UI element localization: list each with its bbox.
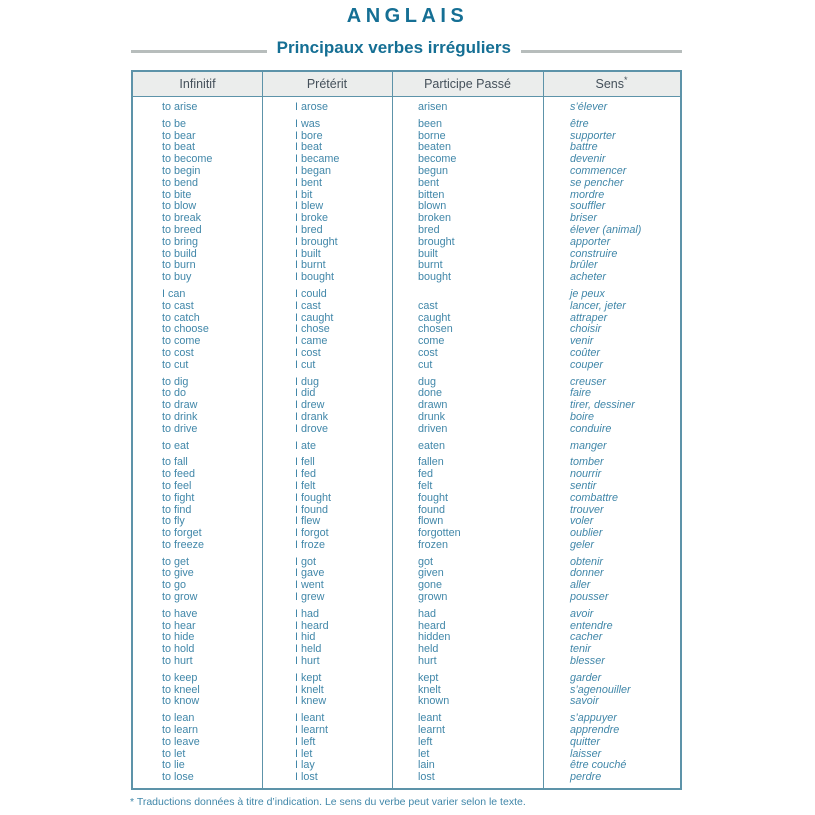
cell-infinitif: to fall [162, 457, 188, 469]
cell-sens: être couché [570, 760, 627, 772]
verb-row [133, 644, 680, 656]
verb-row [133, 237, 680, 249]
cell-participe-passe: arisen [418, 102, 448, 113]
verb-row [133, 119, 680, 131]
cell-infinitif: to break [162, 213, 202, 225]
cell-participe-passe: bent [418, 177, 440, 189]
cell-participe-passe: done [418, 388, 443, 400]
verb-row [133, 516, 680, 528]
cell-sens: battre [570, 142, 598, 154]
cell-infinitif: to lean [162, 713, 195, 725]
column-divider-2 [392, 72, 393, 788]
cell-participe-passe: been [418, 118, 443, 130]
cell-sens: faire [570, 388, 592, 400]
cell-sens: couper [570, 359, 604, 371]
cell-infinitif: to learn [162, 725, 199, 737]
cell-sens: commencer [570, 165, 627, 177]
cell-infinitif: to bear [162, 130, 196, 142]
verb-row [133, 260, 680, 272]
verb-row [133, 102, 680, 114]
cell-sens: geler [570, 539, 595, 551]
cell-participe-passe: fed [418, 469, 434, 481]
verb-row [133, 632, 680, 644]
verb-row [133, 621, 680, 633]
verb-row [133, 313, 680, 325]
cell-preterit: I cast [295, 300, 321, 312]
cell-preterit: I kept [295, 672, 322, 684]
cell-participe-passe: cast [418, 300, 438, 312]
cell-participe-passe: broken [418, 213, 452, 225]
cell-preterit: I lay [295, 760, 315, 772]
verb-row [133, 481, 680, 493]
cell-participe-passe: lain [418, 760, 435, 772]
cell-sens: savoir [570, 696, 599, 708]
cell-participe-passe: lost [418, 772, 435, 784]
cell-preterit: I bought [295, 272, 335, 284]
cell-participe-passe: burnt [418, 260, 443, 272]
cell-participe-passe: brought [418, 236, 455, 248]
cell-preterit: I bent [295, 177, 323, 189]
table-body [133, 97, 680, 788]
cell-sens: être [570, 118, 589, 130]
cell-sens: lancer, jeter [570, 300, 626, 312]
cell-sens: laisser [570, 748, 602, 760]
cell-sens: entendre [570, 620, 613, 632]
cell-sens: avoir [570, 608, 594, 620]
cell-sens: conduire [570, 423, 612, 435]
cell-preterit: I broke [295, 213, 329, 225]
cell-sens: oublier [570, 528, 603, 540]
cell-preterit: I drank [295, 411, 329, 423]
cell-sens: se pencher [570, 177, 624, 189]
cell-infinitif: to hide [162, 632, 195, 644]
cell-infinitif: to build [162, 248, 197, 260]
cell-preterit: I learnt [295, 725, 329, 737]
cell-participe-passe: begun [418, 165, 449, 177]
cell-sens: garder [570, 672, 602, 684]
cell-sens: supporter [570, 130, 616, 142]
cell-infinitif: to drink [162, 411, 198, 423]
cell-preterit: I bred [295, 224, 323, 236]
cell-preterit: I got [295, 556, 317, 568]
cell-participe-passe: hurt [418, 656, 437, 668]
cell-participe-passe: become [418, 154, 457, 166]
cell-infinitif: to breed [162, 224, 202, 236]
cell-sens: sentir [570, 480, 597, 492]
verb-row [133, 568, 680, 580]
verb-row [133, 213, 680, 225]
cell-sens: construire [570, 248, 618, 260]
verb-row [133, 725, 680, 737]
cell-sens: perdre [570, 772, 602, 784]
cell-participe-passe: bitten [418, 189, 445, 201]
cell-sens: apprendre [570, 725, 620, 737]
subtitle-right-rule [521, 50, 682, 53]
cell-sens: donner [570, 568, 604, 580]
verb-group [133, 289, 680, 372]
cell-infinitif: to cut [162, 359, 189, 371]
cell-infinitif: to be [162, 118, 187, 130]
cell-participe-passe: held [418, 644, 439, 656]
verb-row [133, 289, 680, 301]
cell-preterit: I built [295, 248, 321, 260]
cell-infinitif: to freeze [162, 539, 205, 551]
cell-participe-passe: frozen [418, 539, 449, 551]
cell-infinitif: to fly [162, 516, 185, 528]
cell-infinitif: to eat [162, 440, 190, 452]
cell-sens: brûler [570, 260, 598, 272]
verb-row [133, 685, 680, 697]
cell-sens: acheter [570, 272, 607, 284]
cell-participe-passe: heard [418, 620, 446, 632]
cell-preterit: I froze [295, 539, 326, 551]
cell-infinitif: to give [162, 568, 194, 580]
verb-row [133, 749, 680, 761]
verb-row [133, 336, 680, 348]
verb-row [133, 737, 680, 749]
cell-sens: venir [570, 336, 594, 348]
cell-preterit: I knew [295, 696, 327, 708]
cell-participe-passe: got [418, 556, 434, 568]
verb-group [133, 673, 680, 708]
verb-row [133, 592, 680, 604]
cell-infinitif: to find [162, 504, 192, 516]
cell-preterit: I ate [295, 440, 317, 452]
cell-infinitif: to hurt [162, 656, 193, 668]
cell-preterit: I bore [295, 130, 323, 142]
cell-sens: boire [570, 411, 595, 423]
cell-infinitif: to leave [162, 736, 200, 748]
cell-infinitif: to lie [162, 760, 185, 772]
cell-participe-passe: felt [418, 480, 433, 492]
verb-row [133, 673, 680, 685]
cell-preterit: I hurt [295, 656, 320, 668]
cell-participe-passe: bred [418, 224, 440, 236]
cell-infinitif: to kneel [162, 684, 200, 696]
cell-participe-passe: driven [418, 423, 448, 435]
verb-row [133, 388, 680, 400]
cell-participe-passe: hidden [418, 632, 451, 644]
cell-sens: s’agenouiller [570, 684, 631, 696]
cell-preterit: I chose [295, 324, 330, 336]
cell-preterit: I leant [295, 713, 325, 725]
cell-participe-passe: built [418, 248, 438, 260]
cell-preterit: I found [295, 504, 329, 516]
cell-preterit: I drew [295, 400, 325, 412]
cell-sens: coûter [570, 347, 601, 359]
cell-participe-passe: kept [418, 672, 439, 684]
verb-row [133, 528, 680, 540]
cell-preterit: I lost [295, 772, 318, 784]
table-header-row [133, 72, 680, 97]
cell-preterit: I knelt [295, 684, 324, 696]
verb-group [133, 557, 680, 604]
cell-participe-passe: leant [418, 713, 442, 725]
verb-row [133, 772, 680, 784]
cell-infinitif: to blow [162, 201, 197, 213]
cell-participe-passe: grown [418, 592, 448, 604]
cell-preterit: I began [295, 165, 332, 177]
cell-infinitif: to buy [162, 272, 192, 284]
cell-participe-passe: blown [418, 201, 447, 213]
cell-preterit: I left [295, 736, 316, 748]
verb-row [133, 713, 680, 725]
cell-infinitif: to get [162, 556, 190, 568]
cell-sens: souffler [570, 201, 606, 213]
verb-row [133, 493, 680, 505]
cell-infinitif: to have [162, 608, 198, 620]
cell-infinitif: to lose [162, 772, 194, 784]
cell-preterit: I had [295, 608, 320, 620]
cell-participe-passe [392, 289, 543, 301]
cell-participe-passe: drunk [418, 411, 446, 423]
cell-participe-passe: chosen [418, 324, 453, 336]
cell-sens: attraper [570, 312, 608, 324]
verb-row [133, 131, 680, 143]
verb-group [133, 441, 680, 453]
cell-sens: manger [570, 440, 607, 452]
cell-sens: cacher [570, 632, 603, 644]
cell-sens: pousser [570, 592, 609, 604]
subtitle-left-rule [131, 50, 267, 53]
cell-preterit: I burnt [295, 260, 326, 272]
cell-infinitif: to grow [162, 592, 198, 604]
cell-preterit: I bit [295, 189, 313, 201]
cell-infinitif: to beat [162, 142, 196, 154]
verb-row [133, 696, 680, 708]
cell-preterit: I became [295, 154, 340, 166]
cell-participe-passe: come [418, 336, 445, 348]
cell-preterit: I cut [295, 359, 316, 371]
cell-preterit: I held [295, 644, 322, 656]
cell-infinitif: I can [162, 288, 186, 300]
verb-row [133, 557, 680, 569]
verb-row [133, 166, 680, 178]
cell-preterit: I fell [295, 457, 315, 469]
cell-infinitif: to know [162, 696, 200, 708]
cell-infinitif: to keep [162, 672, 198, 684]
cell-infinitif: to forget [162, 528, 202, 540]
cell-infinitif: to come [162, 336, 201, 348]
cell-participe-passe: cut [418, 359, 433, 371]
cell-infinitif: to choose [162, 324, 209, 336]
cell-sens: nourrir [570, 469, 602, 481]
cell-participe-passe: forgotten [418, 528, 461, 540]
cell-sens: voler [570, 516, 594, 528]
cell-participe-passe: learnt [418, 725, 446, 737]
verb-row [133, 412, 680, 424]
cell-infinitif: to let [162, 748, 186, 760]
cell-infinitif: to arise [162, 102, 198, 113]
verb-row [133, 609, 680, 621]
page-subtitle: Principaux verbes irréguliers [276, 38, 511, 57]
cell-participe-passe: caught [418, 312, 451, 324]
cell-participe-passe: cost [418, 347, 438, 359]
header-participe-passe: Participe Passé [424, 77, 511, 91]
cell-preterit: I caught [295, 312, 334, 324]
cell-sens: creuser [570, 376, 607, 388]
verb-row [133, 469, 680, 481]
verb-group [133, 713, 680, 784]
cell-infinitif: to dig [162, 376, 189, 388]
cell-preterit: I drove [295, 423, 329, 435]
cell-infinitif: to hear [162, 620, 196, 632]
cell-infinitif: to fight [162, 492, 195, 504]
cell-sens: devenir [570, 154, 606, 166]
cell-infinitif: to draw [162, 400, 198, 412]
cell-preterit: I dug [295, 376, 320, 388]
cell-sens: je peux [570, 288, 605, 300]
cell-sens: blesser [570, 656, 605, 668]
cell-preterit: I heard [295, 620, 329, 632]
verb-row [133, 540, 680, 552]
verb-row [133, 190, 680, 202]
cell-participe-passe: left [418, 736, 433, 748]
verb-row [133, 760, 680, 772]
cell-sens: briser [570, 213, 597, 225]
cell-participe-passe: gone [418, 580, 443, 592]
cell-infinitif: to hold [162, 644, 195, 656]
verb-group [133, 609, 680, 668]
page-title: ANGLAIS [346, 5, 469, 27]
cell-participe-passe: known [418, 696, 450, 708]
cell-sens: apporter [570, 236, 611, 248]
cell-sens: s’élever [570, 102, 608, 113]
verb-group [133, 377, 680, 436]
cell-infinitif: to bend [162, 177, 199, 189]
verb-group [133, 119, 680, 284]
verb-row [133, 441, 680, 453]
header-sens: Sens* [595, 74, 628, 91]
irregular-verbs-table [131, 70, 682, 790]
cell-sens: élever (animal) [570, 224, 642, 236]
cell-preterit: I came [295, 336, 328, 348]
cell-infinitif: to do [162, 388, 187, 400]
cell-participe-passe: bought [418, 272, 452, 284]
cell-sens: obtenir [570, 556, 604, 568]
cell-infinitif: to bite [162, 189, 192, 201]
cell-infinitif: to drive [162, 423, 198, 435]
cell-preterit: I could [295, 288, 327, 300]
cell-infinitif: to feel [162, 480, 192, 492]
cell-participe-passe: flown [418, 516, 444, 528]
cell-preterit: I arose [295, 102, 329, 113]
cell-infinitif: to begin [162, 165, 201, 177]
cell-preterit: I grew [295, 592, 325, 604]
subtitle-row [131, 37, 682, 59]
cell-preterit: I felt [295, 480, 316, 492]
verb-row [133, 580, 680, 592]
cell-participe-passe: knelt [418, 684, 441, 696]
cell-preterit: I went [295, 580, 324, 592]
cell-participe-passe: given [418, 568, 444, 580]
cell-infinitif: to bring [162, 236, 199, 248]
cell-participe-passe: dug [418, 376, 437, 388]
cell-infinitif: to catch [162, 312, 200, 324]
verb-row [133, 301, 680, 313]
cell-infinitif: to feed [162, 469, 196, 481]
verb-row [133, 249, 680, 261]
cell-participe-passe: found [418, 504, 446, 516]
cell-sens: mordre [570, 189, 605, 201]
cell-participe-passe: let [418, 748, 430, 760]
cell-sens: tirer, dessiner [570, 400, 635, 412]
cell-participe-passe: fought [418, 492, 449, 504]
verb-row [133, 656, 680, 668]
verb-row [133, 201, 680, 213]
verb-group [133, 102, 680, 114]
cell-preterit: I fought [295, 492, 332, 504]
cell-participe-passe: drawn [418, 400, 448, 412]
cell-preterit: I cost [295, 347, 321, 359]
column-divider-3 [543, 72, 544, 788]
cell-infinitif: to go [162, 580, 187, 592]
column-divider-1 [262, 72, 263, 788]
cell-infinitif: to cost [162, 347, 194, 359]
verb-row [133, 225, 680, 237]
cell-preterit: I let [295, 748, 313, 760]
cell-infinitif: to become [162, 154, 213, 166]
cell-infinitif: to cast [162, 300, 194, 312]
cell-participe-passe: fallen [418, 457, 444, 469]
cell-participe-passe: eaten [418, 440, 446, 452]
cell-sens: aller [570, 580, 591, 592]
verb-row [133, 178, 680, 190]
cell-sens: s’appuyer [570, 713, 617, 725]
cell-infinitif: to burn [162, 260, 196, 272]
cell-preterit: I blew [295, 201, 324, 213]
cell-participe-passe: borne [418, 130, 446, 142]
cell-sens: tenir [570, 644, 592, 656]
cell-preterit: I forgot [295, 528, 329, 540]
cell-preterit: I gave [295, 568, 325, 580]
verb-group [133, 457, 680, 551]
verb-row [133, 272, 680, 284]
cell-sens: tomber [570, 457, 604, 469]
verb-row [133, 324, 680, 336]
footnote: * Traductions données à titre d’indication. Le sens du verbe peut varier selon le texte. [130, 796, 526, 808]
verb-row [133, 505, 680, 517]
cell-sens: combattre [570, 492, 619, 504]
verb-row [133, 348, 680, 360]
cell-preterit: I was [295, 118, 321, 130]
cell-preterit: I did [295, 388, 316, 400]
cell-preterit: I flew [295, 516, 321, 528]
cell-sens: choisir [570, 324, 602, 336]
cell-sens: quitter [570, 736, 601, 748]
cell-preterit: I beat [295, 142, 323, 154]
verb-row [133, 360, 680, 372]
verb-row [133, 457, 680, 469]
verb-row [133, 142, 680, 154]
cell-preterit: I fed [295, 469, 317, 481]
cell-participe-passe: beaten [418, 142, 452, 154]
cell-preterit: I brought [295, 236, 338, 248]
verb-row [133, 154, 680, 166]
verb-row [133, 377, 680, 389]
header-infinitif: Infinitif [179, 77, 216, 91]
verb-row [133, 400, 680, 412]
cell-participe-passe: had [418, 608, 437, 620]
verb-row [133, 424, 680, 436]
cell-preterit: I hid [295, 632, 316, 644]
cell-sens: trouver [570, 504, 604, 516]
header-preterit: Prétérit [306, 77, 348, 91]
